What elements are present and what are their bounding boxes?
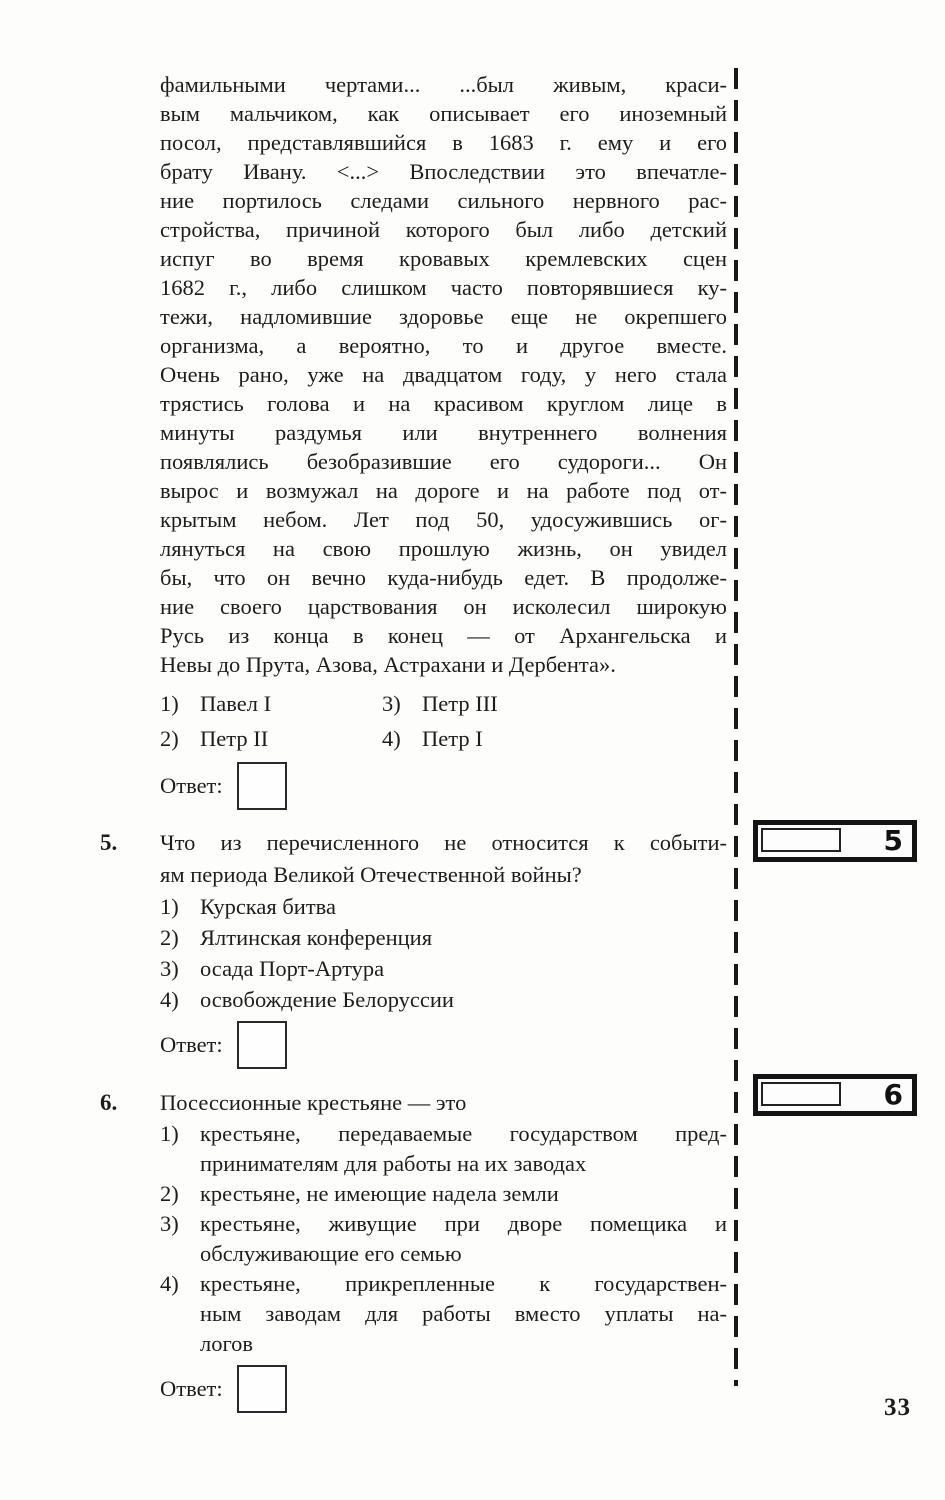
answer-row (160, 1361, 727, 1417)
page-content (100, 70, 728, 1417)
paragraph-line: минуты раздумья или внутреннего волнения (160, 420, 727, 445)
paragraph-line: трястись голова и на красивом круглом лице в (160, 391, 727, 416)
answer-option (160, 1179, 727, 1209)
margin-question-number: 6 (883, 1078, 903, 1111)
option-text: Петр II (200, 726, 269, 751)
option-text-line: логов (200, 1331, 254, 1356)
question-6 (100, 1087, 728, 1417)
paragraph-line: вым мальчиком, как описывает его иноземный (160, 101, 727, 126)
answer-input-box[interactable] (237, 1021, 287, 1069)
answer-input-box[interactable] (237, 762, 287, 810)
paragraph-line: Русь из конца в конец — от Архангельска и (160, 623, 727, 648)
option-text-line: принимателям для работы на их заводах (200, 1151, 587, 1176)
answer-option (160, 1209, 727, 1269)
margin-marker-box-5 (753, 820, 917, 862)
margin-answer-field[interactable] (761, 1082, 841, 1106)
answer-label: Ответ: (160, 1032, 223, 1057)
answer-row (160, 1017, 727, 1073)
option-text-line: крестьяне, живущие при дворе помещика и (200, 1211, 727, 1236)
paragraph-line: фамильными чертами... ...был живым, краси- (160, 72, 727, 97)
paragraph-line: лянуться на свою прошлую жизнь, он увидел (160, 536, 727, 561)
paragraph-line: крытым небом. Лет под 50, удосужившись ог- (160, 507, 727, 532)
option-text-line: крестьяне, прикрепленные к государствен- (200, 1271, 727, 1296)
answer-option (160, 891, 727, 922)
answer-option (160, 922, 727, 953)
answer-label: Ответ: (160, 1376, 223, 1401)
option-number: 1) (160, 1121, 179, 1146)
option-number: 2) (160, 726, 179, 751)
option-text: Петр I (422, 726, 483, 751)
question-number: 5. (100, 830, 118, 855)
question-body (160, 1087, 727, 1417)
answer-option (382, 686, 727, 721)
answer-option (160, 1119, 727, 1179)
paragraph-line: 1682 г., либо слишком часто повторявшиеся ку- (160, 275, 727, 300)
answer-option (160, 721, 382, 756)
paragraph-line: Очень рано, уже на двадцатом году, у него стала (160, 362, 727, 387)
paragraph-line: появлялись безобразившие его судороги... Он (160, 449, 727, 474)
option-number: 3) (160, 1211, 179, 1236)
paragraph-line: вырос и возмужал на дороге и на работе под от- (160, 478, 727, 503)
answer-option (160, 953, 727, 984)
dashed-margin-rule (734, 68, 738, 1386)
margin-question-number: 5 (883, 824, 903, 857)
option-number: 2) (160, 925, 179, 950)
question-title-line: Посессионные крестьяне — это (160, 1090, 467, 1115)
answer-options-two-column (160, 686, 727, 756)
option-text: Ялтинская конференция (200, 925, 433, 950)
question-number: 6. (100, 1090, 118, 1115)
option-number: 4) (160, 1271, 179, 1296)
option-text-line: ным заводам для работы вместо уплаты на- (200, 1301, 727, 1326)
option-number: 3) (160, 956, 179, 981)
answer-option (160, 1269, 727, 1359)
paragraph-line: организма, а вероятно, то и другое вместе. (160, 333, 727, 358)
option-text-line: крестьяне, передаваемые государством пред- (200, 1121, 727, 1146)
margin-marker-box-6 (753, 1074, 917, 1116)
answer-option (160, 984, 727, 1015)
option-text-line: обслуживающие его семью (200, 1241, 462, 1266)
answer-row (160, 758, 727, 814)
answer-input-box[interactable] (237, 1365, 287, 1413)
option-number: 2) (160, 1181, 179, 1206)
option-text: Павел I (200, 691, 272, 716)
option-text: Курская битва (200, 894, 336, 919)
paragraph-line: испуг во время кровавых кремлевских сцен (160, 246, 727, 271)
paragraph-line: стройства, причиной которого был либо детский (160, 217, 727, 242)
paragraph-line: посол, представлявшийся в 1683 г. ему и его (160, 130, 727, 155)
option-number: 1) (160, 691, 179, 716)
paragraph-line: ние своего царствования он исколесил широкую (160, 594, 727, 619)
option-text: Петр III (422, 691, 498, 716)
answer-option (382, 721, 727, 756)
paragraph-line: бы, что он вечно куда-нибудь едет. В продолже- (160, 565, 727, 590)
page-number: 33 (884, 1394, 911, 1421)
margin-answer-field[interactable] (761, 828, 841, 852)
question-body (160, 827, 727, 1073)
option-number: 4) (160, 987, 179, 1012)
option-text-line: крестьяне, не имеющие надела земли (200, 1181, 559, 1206)
option-text: осада Порт-Артура (200, 956, 385, 981)
option-number: 4) (382, 726, 401, 751)
option-number: 3) (382, 691, 401, 716)
question-5 (100, 827, 728, 1073)
paragraph-line: Невы до Прута, Азова, Астрахани и Дербента». (160, 652, 616, 677)
answer-label: Ответ: (160, 773, 223, 798)
paragraph-line: ние портилось следами сильного нервного рас- (160, 188, 727, 213)
option-number: 1) (160, 894, 179, 919)
answer-option (160, 686, 382, 721)
question-source-paragraph (160, 70, 727, 814)
question-title-line: Что из перечисленного не относится к событи- (160, 830, 727, 855)
paragraph-line: тежи, надломившие здоровье еще не окрепшего (160, 304, 727, 329)
question-title-line: ям периода Великой Отечественной войны? (160, 862, 582, 887)
paragraph-line: брату Ивану. <...> Впоследствии это впечатле- (160, 159, 727, 184)
option-text: освобождение Белоруссии (200, 987, 454, 1012)
